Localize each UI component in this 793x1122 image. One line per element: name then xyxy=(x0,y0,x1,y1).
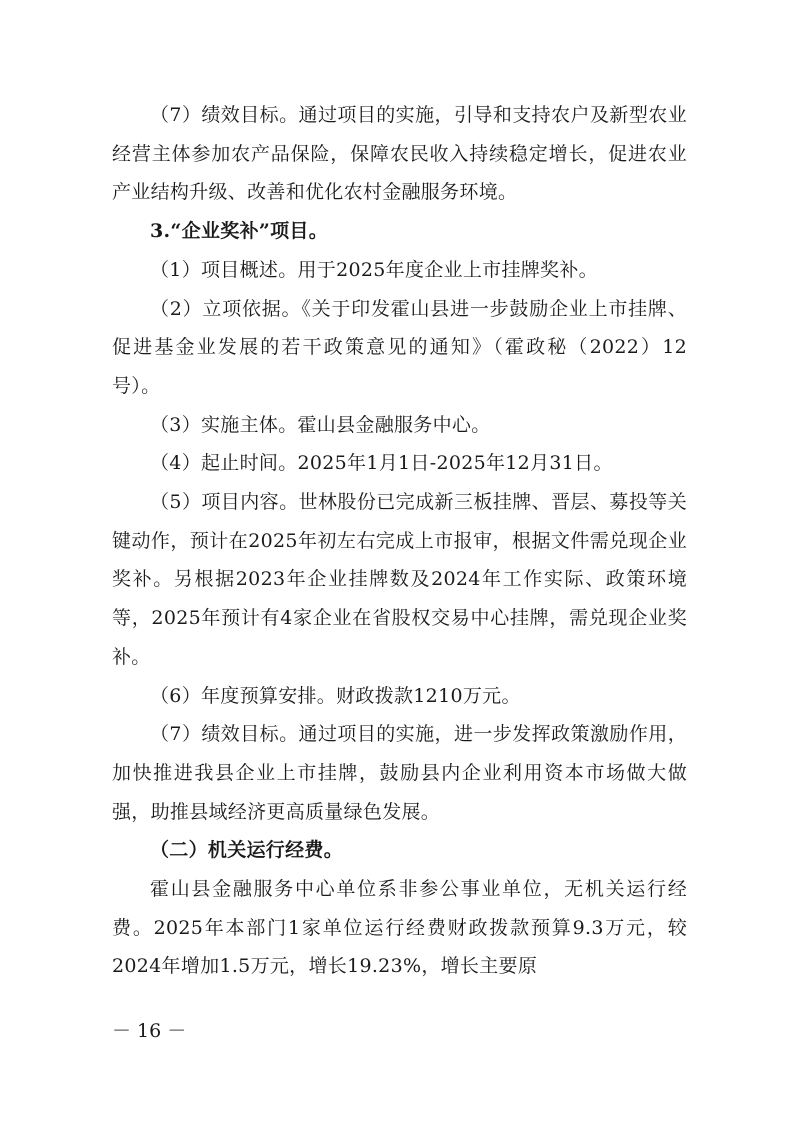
paragraph-time-period: （4）起止时间。2025年1月1日-2025年12月31日。 xyxy=(150,452,613,475)
paragraph-project-content: （5）项目内容。世林股份已完成新三板挂牌、晋层、募投等关键动作，预计在2025年初左右完成上市报审，根据文件需兑现企业奖补。另根据2023年企业挂牌数及2024年工作实际、政策环境等，2025年预计有4家企业在省股权交易中心挂牌，需兑现企业奖补。 xyxy=(112,491,687,668)
paragraph-performance-goal-insurance: （7）绩效目标。通过项目的实施，引导和支持农户及新型农业经营主体参加农产品保险，保障农民收入持续稳定增长，促进农业产业结构升级、改善和优化农村金融服务环境。 xyxy=(112,104,687,204)
paragraph-project-overview: （1）项目概述。用于2025年度企业上市挂牌奖补。 xyxy=(150,258,598,281)
section-heading-enterprise-award: 3.“企业奖补”项目。 xyxy=(150,220,328,243)
paragraph-operating-expenses: 霍山县金融服务中心单位系非参公事业单位，无机关运行经费。2025年本部门1家单位运行经费财政拨款预算9.3万元，较2024年增加1.5万元，增长19.23%，增长主要原 xyxy=(112,878,687,978)
document-body xyxy=(112,96,687,986)
paragraph-performance-goal-enterprise: （7）绩效目标。通过项目的实施，进一步发挥政策激励作用，加快推进我县企业上市挂牌，鼓励县内企业利用资本市场做大做强，助推县域经济更高质量绿色发展。 xyxy=(112,723,687,823)
paragraph-implementing-body: （3）实施主体。霍山县金融服务中心。 xyxy=(150,413,491,436)
page-number: － 16 － xyxy=(112,1020,187,1042)
paragraph-project-basis: （2）立项依据。《关于印发霍山县进一步鼓励企业上市挂牌、促进基金业发展的若干政策意见的通知》（霍政秘（2022）12号）。 xyxy=(112,297,687,397)
paragraph-annual-budget: （6）年度预算安排。财政拨款1210万元。 xyxy=(150,684,521,707)
section-heading-operating-expenses: （二）机关运行经费。 xyxy=(150,839,344,862)
